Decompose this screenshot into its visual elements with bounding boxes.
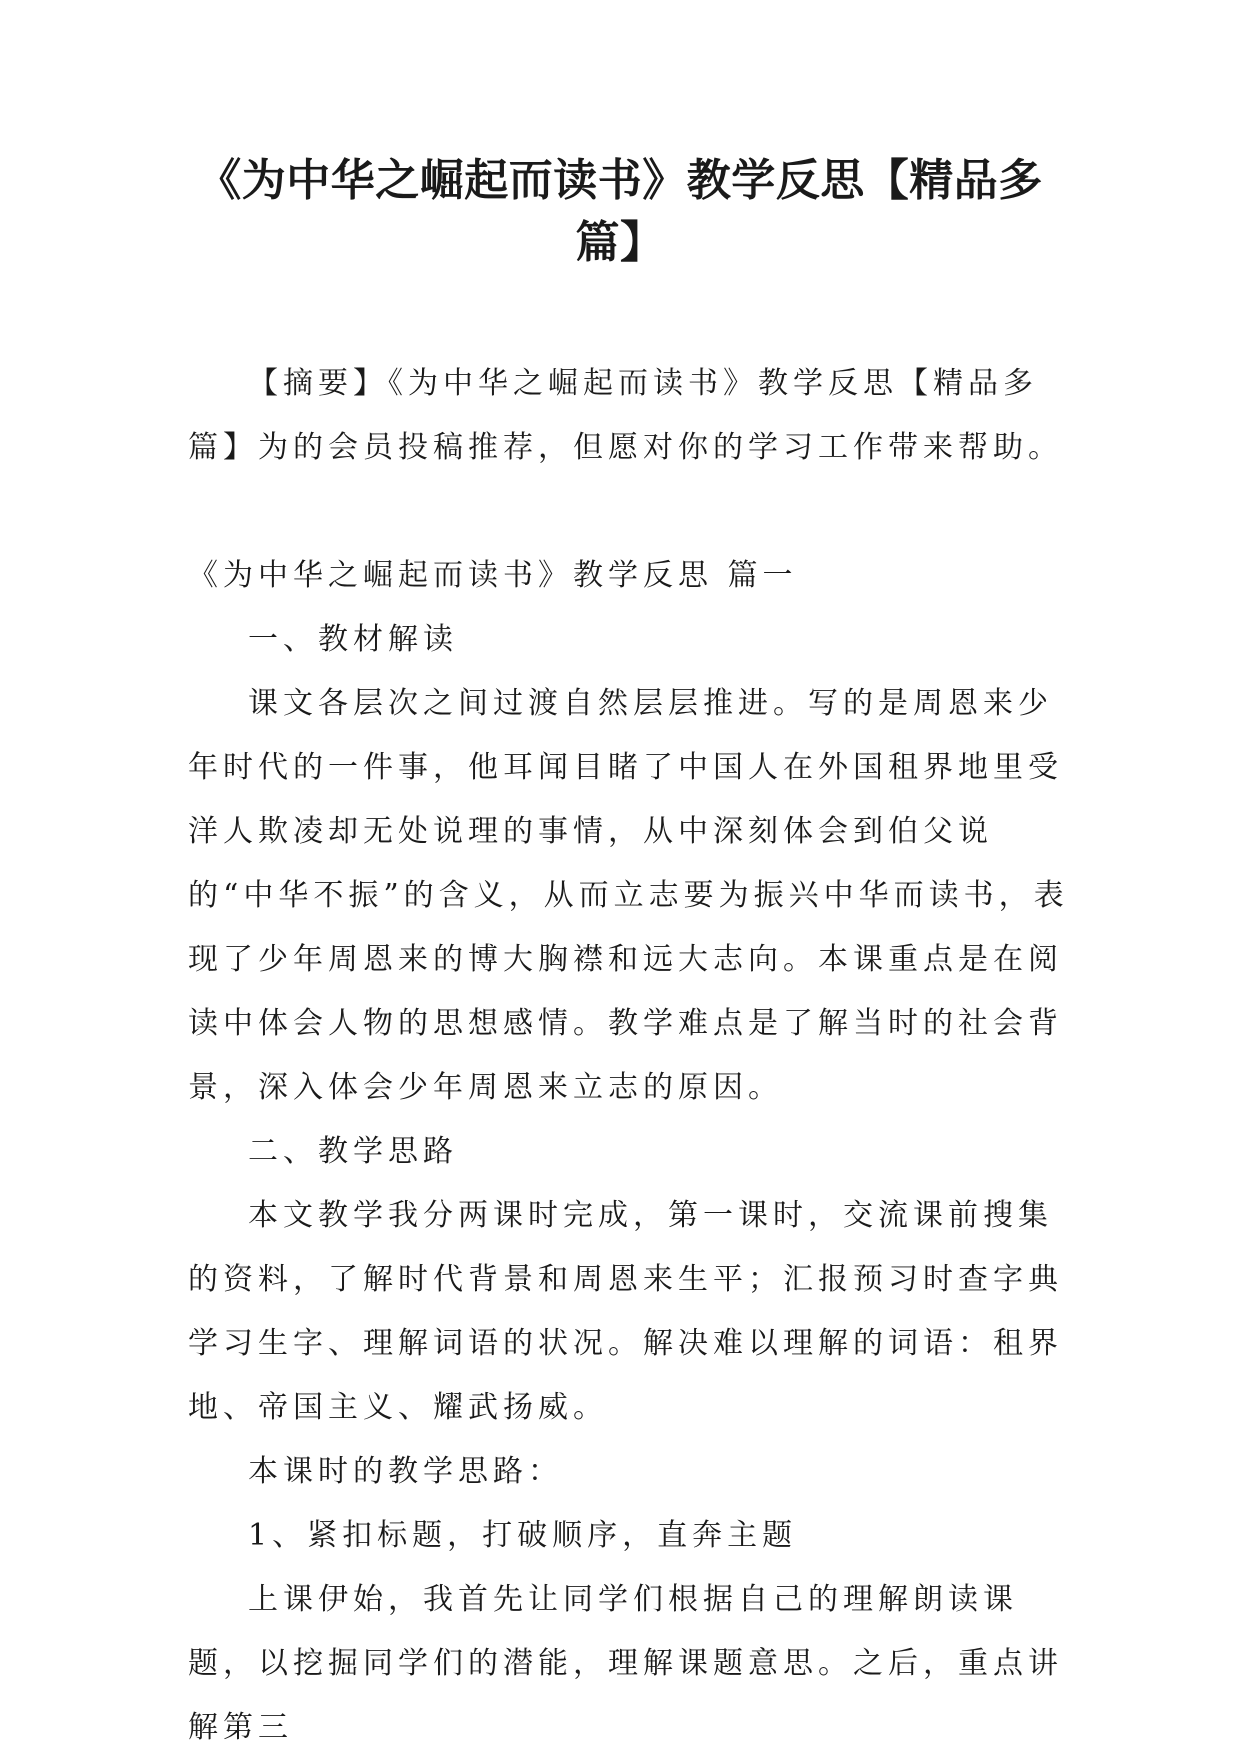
document-title: 《为中华之崛起而读书》教学反思【精品多篇】 [197,155,1043,268]
paragraph-lesson-approach-label: 本课时的教学思路： [248,1454,563,1489]
paragraph-lesson-start: 上课伊始，我首先让同学们根据自己的理解朗读课题，以挖掘同学们的潜能，理解课题意思。之后，重点讲解第三 [188,1582,1063,1745]
section-title: 《为中华之崛起而读书》教学反思 篇一 [188,558,798,593]
abstract-paragraph: 【摘要】《为中华之崛起而读书》教学反思【精品多篇】为的会员投稿推荐，但愿对你的学习工作带来帮助。 [188,366,1063,465]
heading-teaching-approach: 二、教学思路 [248,1134,458,1169]
list-item-1: 1、紧扣标题，打破顺序，直奔主题 [248,1518,798,1553]
paragraph-textbook-reading: 课文各层次之间过渡自然层层推进。写的是周恩来少年时代的一件事，他耳闻目睹了中国人在外国租界地里受洋人欺凌却无处说理的事情，从中深刻体会到伯父说的“中华不振”的含义，从而立志要为振兴中华而读书，表现了少年周恩来的博大胸襟和远大志向。本课重点是在阅读中体会人物的思想感情。教学难点是了解当时的社会背景，深入体会少年周恩来立志的原因。 [188,686,1069,1105]
paragraph-teaching-approach: 本文教学我分两课时完成，第一课时，交流课前搜集的资料，了解时代背景和周恩来生平；汇报预习时查字典学习生字、理解词语的状况。解决难以理解的词语：租界地、帝国主义、耀武扬威。 [188,1198,1063,1425]
document-body [188,352,1073,1760]
spacer [188,480,1073,544]
heading-textbook-reading: 一、教材解读 [248,622,458,657]
